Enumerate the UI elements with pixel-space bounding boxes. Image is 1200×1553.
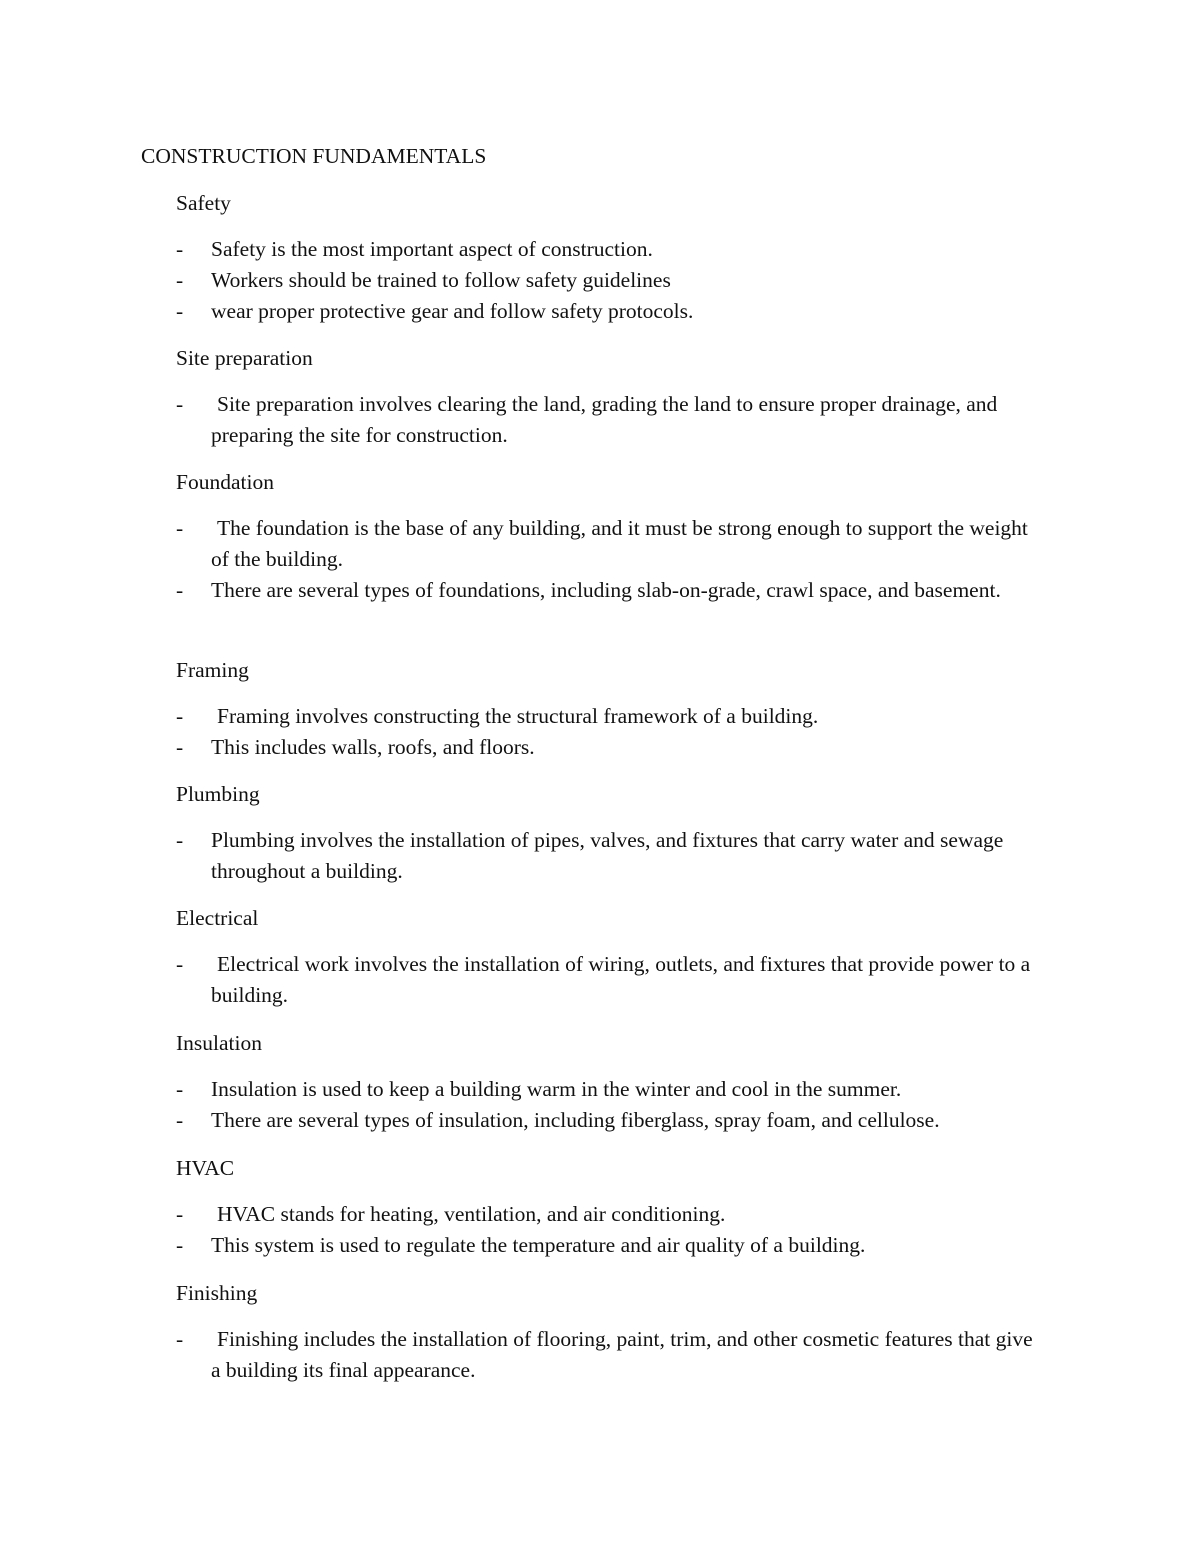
section-heading: HVAC — [176, 1156, 235, 1180]
list-item — [176, 732, 1046, 763]
bullet-text: There are several types of foundations, including slab-on-grade, crawl space, and basement. — [211, 578, 1001, 602]
bullet-dash: - — [176, 578, 184, 602]
bullet-text: The foundation is the base of any building, and it must be strong enough to support the weight of the building. — [211, 516, 1028, 571]
bullet-list — [176, 1199, 1046, 1261]
bullet-text: Insulation is used to keep a building warm in the winter and cool in the summer. — [211, 1077, 902, 1101]
list-item — [176, 1199, 1046, 1230]
section-heading: Insulation — [176, 1031, 262, 1055]
bullet-dash: - — [176, 735, 184, 759]
list-item — [176, 575, 1046, 606]
list-item — [176, 949, 1046, 1011]
bullet-dash: - — [176, 392, 184, 416]
bullet-dash: - — [176, 828, 184, 852]
section-heading: Finishing — [176, 1281, 258, 1305]
list-item — [176, 701, 1046, 732]
section-heading: Site preparation — [176, 346, 313, 370]
bullet-dash: - — [176, 299, 184, 323]
list-item — [176, 513, 1046, 575]
list-item — [176, 265, 1046, 296]
list-item — [176, 1074, 1046, 1105]
bullet-text: Workers should be trained to follow safety guidelines — [211, 268, 671, 292]
list-item — [176, 389, 1046, 451]
document-title: CONSTRUCTION FUNDAMENTALS — [141, 144, 487, 168]
bullet-text: Electrical work involves the installation of wiring, outlets, and fixtures that provide power to a building. — [211, 952, 1031, 1007]
bullet-list — [176, 513, 1046, 606]
bullet-dash: - — [176, 952, 184, 976]
list-item — [176, 234, 1046, 265]
list-item — [176, 296, 1046, 327]
bullet-dash: - — [176, 1108, 184, 1132]
list-item — [176, 1105, 1046, 1136]
bullet-list — [176, 234, 1046, 327]
section-heading: Safety — [176, 191, 231, 215]
bullet-dash: - — [176, 1233, 184, 1257]
bullet-dash: - — [176, 704, 184, 728]
bullet-dash: - — [176, 1202, 184, 1226]
bullet-dash: - — [176, 268, 184, 292]
section-heading: Framing — [176, 658, 249, 682]
bullet-text: Site preparation involves clearing the land, grading the land to ensure proper drainage, and preparing the site for construction. — [211, 392, 998, 447]
bullet-text: Plumbing involves the installation of pipes, valves, and fixtures that carry water and sewage throughout a building. — [211, 828, 1004, 883]
bullet-text: wear proper protective gear and follow safety protocols. — [211, 299, 694, 323]
bullet-list — [176, 949, 1046, 1011]
list-item — [176, 1324, 1046, 1386]
bullet-dash: - — [176, 1327, 184, 1351]
bullet-text: Framing involves constructing the structural framework of a building. — [217, 704, 819, 728]
bullet-list — [176, 701, 1046, 763]
bullet-text: Safety is the most important aspect of construction. — [211, 237, 653, 261]
bullet-list — [176, 825, 1046, 887]
bullet-dash: - — [176, 1077, 184, 1101]
bullet-text: This includes walls, roofs, and floors. — [211, 735, 535, 759]
bullet-text: HVAC stands for heating, ventilation, and air conditioning. — [217, 1202, 726, 1226]
list-item — [176, 1230, 1046, 1261]
bullet-dash: - — [176, 237, 184, 261]
bullet-list — [176, 1324, 1046, 1386]
section-heading: Foundation — [176, 470, 274, 494]
bullet-dash: - — [176, 516, 184, 540]
list-item — [176, 825, 1046, 887]
bullet-text: Finishing includes the installation of flooring, paint, trim, and other cosmetic features that give a building its final appearance. — [211, 1327, 1033, 1382]
bullet-text: This system is used to regulate the temperature and air quality of a building. — [211, 1233, 866, 1257]
section-heading: Plumbing — [176, 782, 260, 806]
bullet-list — [176, 1074, 1046, 1136]
bullet-text: There are several types of insulation, including fiberglass, spray foam, and cellulose. — [211, 1108, 940, 1132]
bullet-list — [176, 389, 1046, 451]
section-heading: Electrical — [176, 906, 259, 930]
